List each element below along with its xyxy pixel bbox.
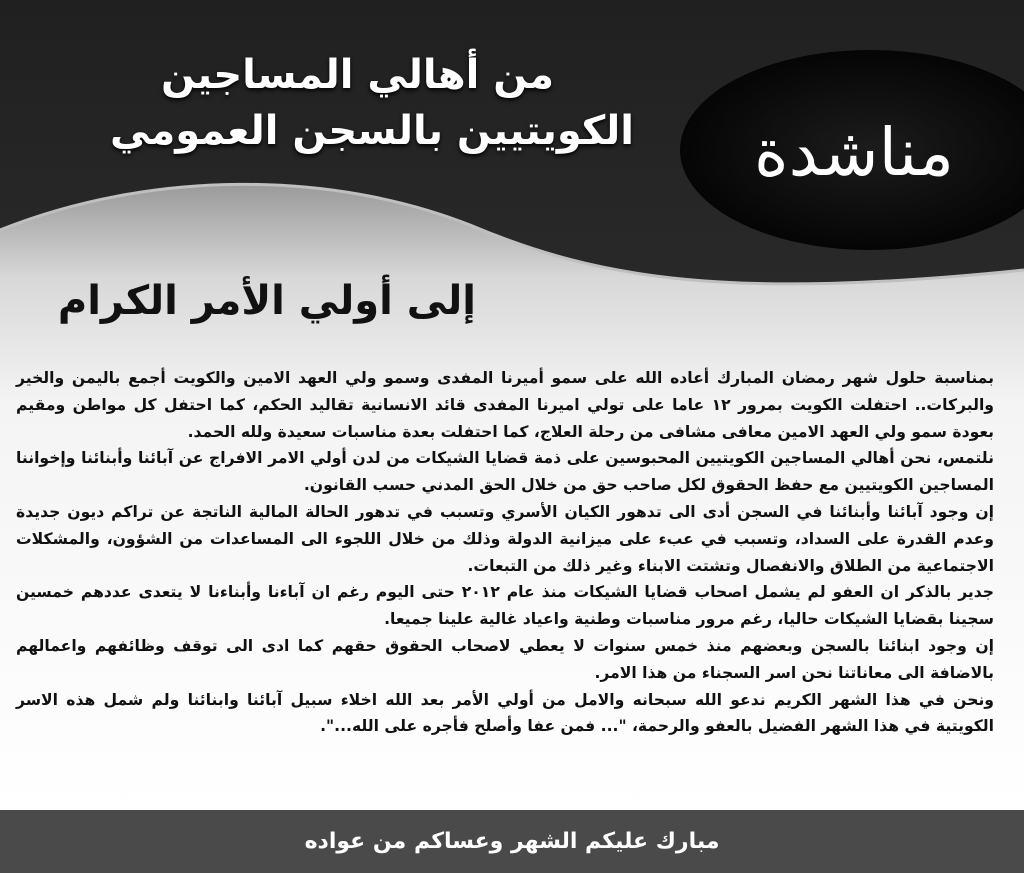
footer-bar [0, 810, 1024, 873]
appeal-badge: مناشدة [754, 113, 954, 191]
paragraph-1: بمناسبة حلول شهر رمضان المبارك أعاده الله على سمو أميرنا المفدى وسمو ولي العهد الامين والكويت أجمع باليمن والخير والبركات.. احتفلت الكويت بمرور ١٢ عاما على تولي اميرنا المفدى قائد الانسانية تقاليد الحكم، كما احتفل كل مواطن ومقيم بعودة سمو ولي العهد الامين معافى مشافى من رحلة العلاج، كما احتفلت بعدة مناسبات سعيدة ولله الحمد. [16, 369, 994, 441]
paragraph-4: جدير بالذكر ان العفو لم يشمل اصحاب قضايا الشيكات منذ عام ٢٠١٢ حتى اليوم رغم ان آباءنا وأبناءنا لا يتعدى عددهم خمسين سجينا بقضايا الشيكات حاليا، رغم مرور مناسبات وطنية واعياد غالية علينا جميعا. [16, 583, 994, 629]
paragraph-5: إن وجود ابنائنا بالسجن وبعضهم منذ خمس سنوات لا يعطي لاصحاب الحقوق حقهم كما ادى الى توقف وظائفهم واعمالهم بالاضافة الى معاناتنا نحن اسر السجناء من هذا الامر. [16, 636, 994, 682]
footer-greeting: مبارك عليكم الشهر وعساكم من عواده [304, 829, 720, 854]
paragraph-3: إن وجود آبائنا وأبنائنا في السجن أدى الى تدهور الكيان الأسري وتسبب في تدهور الحالة المالية الناتجة عن تراكم ديون جديدة وعدم القدرة على السداد، وتسبب في عبء على ميزانية الدولة وذلك من خلال اللجوء الى المساعدات من الشؤون، والمشكلات الاجتماعية من الطلاق والانفصال وتشتت الابناء وغير ذلك من التبعات. [16, 502, 994, 575]
paragraph-2: نلتمس، نحن أهالي المساجين الكويتيين المحبوسين على ذمة قضايا الشيكات من لدن أولي الامر الافراج عن آبائنا وأبنائنا وإخواننا المساجين الكويتيين مع حفظ الحقوق لكل صاحب حق من خلال الحق المدني حسب القانون. [16, 449, 994, 495]
header-line-1: من أهالي المساجين [161, 52, 554, 98]
paragraph-6: ونحن في هذا الشهر الكريم ندعو الله سبحانه والامل من أولي الأمر بعد الله اخلاء سبيل آبائنا وابنائنا ولم شمل هذه الاسر الكويتية في هذا الشهر الفضيل بالعفو والرحمة، "... فمن عفا وأصلح فأجره على الله...". [16, 690, 994, 736]
header-line-2: الكويتيين بالسجن العمومي [110, 108, 634, 154]
appeal-body [16, 365, 994, 740]
page-subtitle: إلى أولي الأمر الكرام [57, 278, 476, 324]
